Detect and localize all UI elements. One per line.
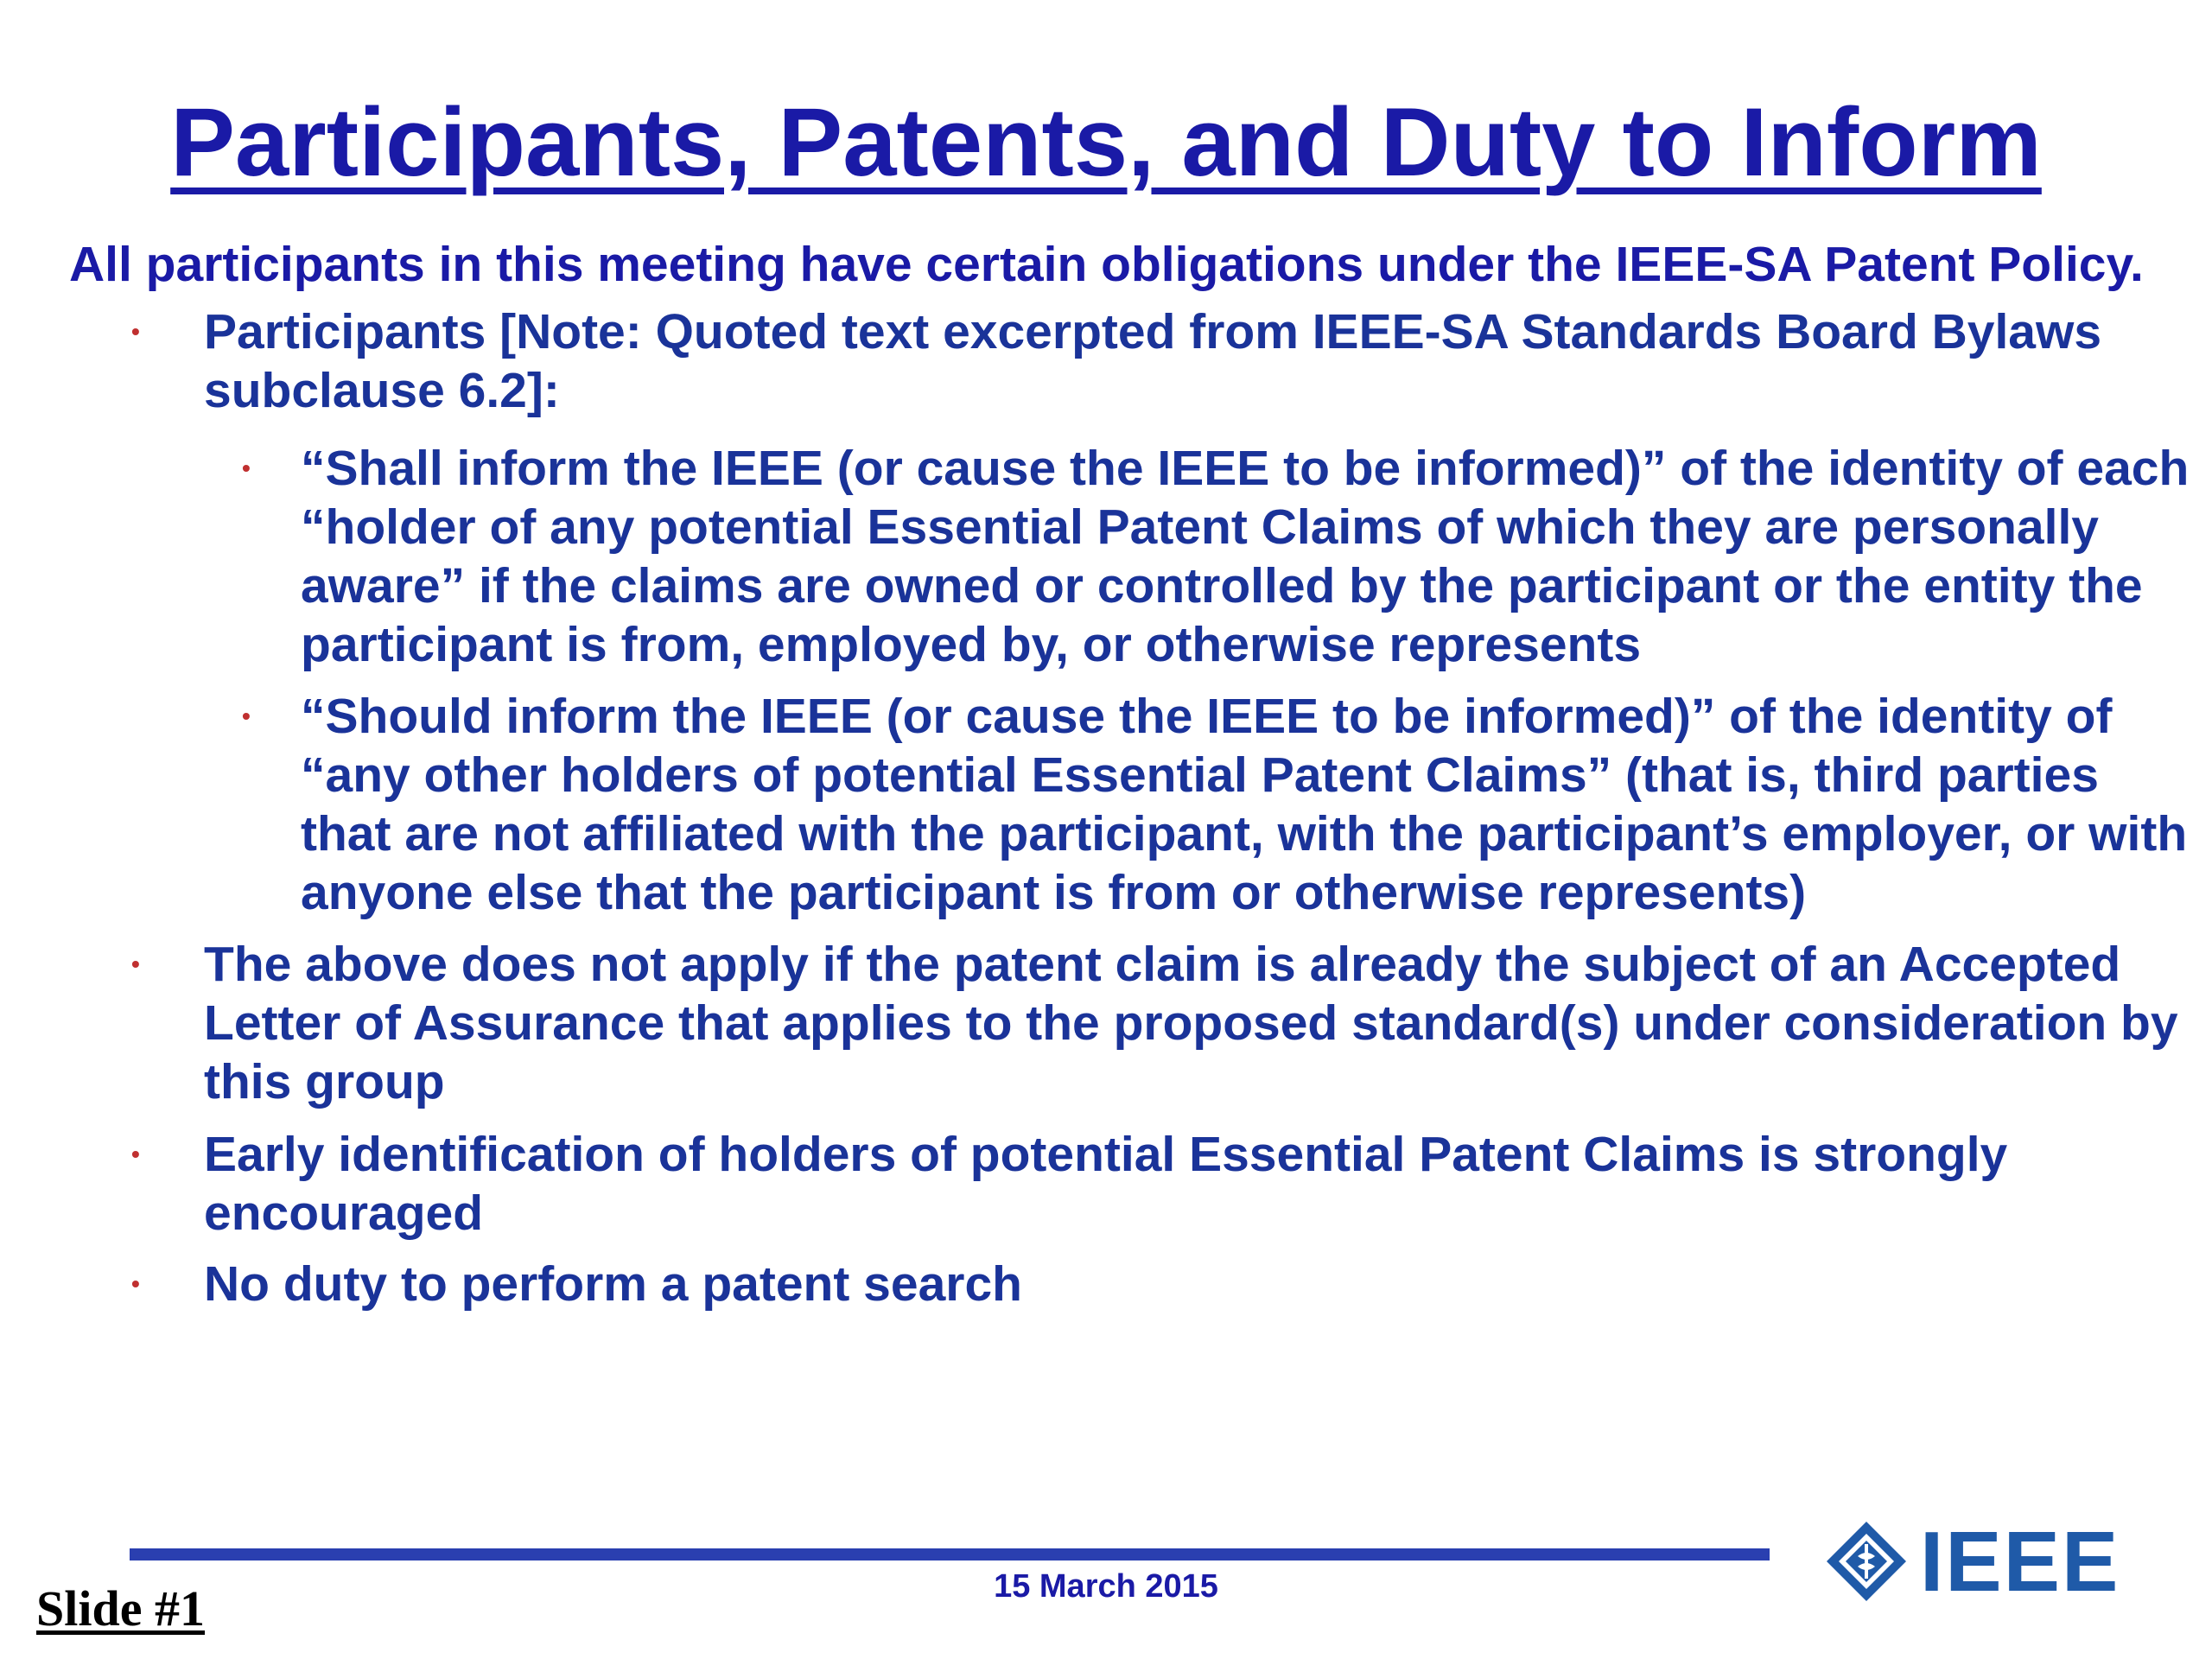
bullet-dot-icon: •: [131, 950, 140, 977]
list-item-text: “Should inform the IEEE (or cause the IEEE to be informed)” of the identity of “any other holders of potential Essential Patent Claims” (that is, third parties that are not affiliated with the participant, with the participant’s employer, or with anyone else that the participant is from or otherwise represents): [301, 689, 2188, 920]
footer-date: 15 March 2015: [994, 1568, 1218, 1605]
list-item-text: Early identification of holders of potential Essential Patent Claims is strongly encouraged: [204, 1127, 2008, 1241]
list-item: [131, 935, 2183, 1111]
bullet-dot-icon: •: [131, 318, 140, 345]
list-item-text: “Shall inform the IEEE (or cause the IEEE to be informed)” of the identity of each “holder of any potential Essential Patent Claims of which they are personally aware” if the claims are owned or controlled by the participant or the entity the participant is from, employed by, or otherwise represents: [301, 441, 2190, 672]
bullet-dot-icon: •: [242, 702, 251, 729]
bullet-dot-icon: •: [242, 454, 251, 481]
list-item-text: Participants [Note: Quoted text excerpted from IEEE-SA Standards Board Bylaws subclause 6.2]:: [204, 304, 2102, 418]
footer-rule: [130, 1548, 1770, 1560]
slide-number: Slide #1: [36, 1580, 205, 1637]
bullet-dot-icon: •: [131, 1141, 140, 1167]
list-item: [242, 439, 2193, 674]
intro-text: All participants in this meeting have certain obligations under the IEEE-SA Patent Policy.: [69, 237, 2144, 292]
logo-wordmark: IEEE: [1920, 1514, 2120, 1609]
list-item: [242, 687, 2193, 922]
list-item-text: The above does not apply if the patent claim is already the subject of an Accepted Letter of Assurance that applies to the proposed standard(s) under consideration by this group: [204, 937, 2178, 1109]
list-item: [131, 1125, 2183, 1243]
list-item: [131, 1255, 2183, 1313]
ieee-logo: [1823, 1514, 2120, 1609]
list-item-text: No duty to perform a patent search: [204, 1256, 1022, 1312]
ieee-diamond-logo-icon: [1823, 1518, 1910, 1605]
slide-title: Participants, Patents, and Duty to Inform: [170, 88, 2042, 196]
bullet-dot-icon: •: [131, 1270, 140, 1297]
list-item: [131, 302, 2183, 420]
